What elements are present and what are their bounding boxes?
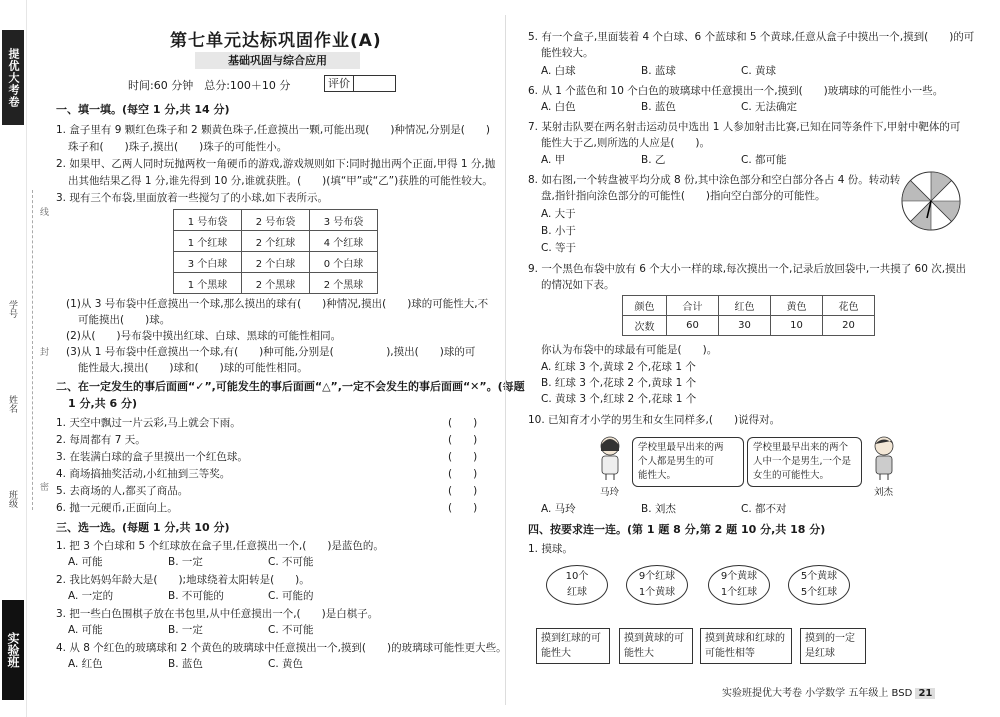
footer <box>722 684 935 699</box>
question-line: 4. 从 8 个红色的玻璃球和 2 个黄色的玻璃球中任意摸出一个,摸到( )的玻璃球可能性更大些。 <box>56 642 507 654</box>
outcome-box[interactable]: 摸到黄球的可 能性大 <box>619 628 693 664</box>
tf-item: 5. 去商场的人,都买了商品。 <box>56 485 189 497</box>
option: C. 等于 <box>541 242 577 254</box>
option: C. 都不对 <box>741 503 787 515</box>
question-line: 2. 如果甲、乙两人同时玩抛两枚一角硬币的游戏,游戏规则如下:同时抛出两个正面,甲得 1 分,抛 <box>56 158 496 170</box>
question-line: 珠子和( )珠子,摸出( )珠子的可能性小。 <box>68 141 288 153</box>
outcome-box[interactable]: 摸到的一定 是红球 <box>800 628 866 664</box>
option: A. 红球 3 个,黄球 2 个,花球 1 个 <box>541 361 696 373</box>
outcome-box[interactable]: 摸到红球的可 能性大 <box>536 628 610 664</box>
table-row: 1 个黑球 2 个黑球 2 个黑球 <box>174 273 378 294</box>
frequency-table <box>622 295 875 336</box>
option: B. 蓝色 <box>168 658 203 670</box>
option: B. 红球 3 个,花球 2 个,黄球 1 个 <box>541 377 697 389</box>
ball-set-option[interactable]: 9个红球 1个黄球 <box>626 565 688 605</box>
answer-paren[interactable]: ( ) <box>448 451 478 463</box>
section-heading: 三、选一选。(每题 1 分,共 10 分) <box>56 521 230 534</box>
option: B. 一定 <box>168 624 203 636</box>
footer-text: 实验班提优大考卷 小学数学 五年级上 BSD <box>722 688 913 699</box>
question-line: 1. 把 3 个白球和 5 个红球放在盒子里,任意摸出一个,( )是蓝色的。 <box>56 540 384 552</box>
question-line: 8. 如右图,一个转盘被平均分成 8 份,其中涂色部分和空白部分各占 4 份。转动转 <box>528 174 901 186</box>
question-line: (2)从( )号布袋中摸出红球、白球、黑球的可能性相同。 <box>66 330 342 342</box>
question-line: 7. 某射击队要在两名射击运动员中选出 1 人参加射击比赛,已知在同等条件下,甲射中靶体的可 <box>528 121 961 133</box>
question-line: 的情况如下表。 <box>541 279 615 291</box>
option: B. 小于 <box>541 225 576 237</box>
question-line: 1. 摸球。 <box>528 543 573 555</box>
cut-mark: 封 <box>40 348 50 358</box>
option: A. 可能 <box>68 556 103 568</box>
answer-paren[interactable]: ( ) <box>448 434 478 446</box>
series-logo: 实验班 <box>2 600 24 700</box>
question-line: 3. 现有三个布袋,里面放着一些搅匀了的小球,如下表所示。 <box>56 192 329 204</box>
name-label: 姓名 <box>7 395 17 413</box>
speech-bubble: 学校里最早出来的两个 人中一个是男生,一个是 女生的可能性大。 <box>747 437 862 487</box>
boy-figure-icon <box>870 435 898 481</box>
outcome-box[interactable]: 摸到黄球和红球的 可能性相等 <box>700 628 792 664</box>
tf-item: 3. 在装满白球的盒子里摸出一个红色球。 <box>56 451 248 463</box>
question-line: 3. 把一些白色围棋子放在书包里,从中任意摸出一个,( )是白棋子。 <box>56 608 379 620</box>
spinner-figure <box>900 170 962 232</box>
option: C. 黄色 <box>268 658 304 670</box>
question-line: 可能摸出( )球。 <box>78 314 171 326</box>
option: A. 白球 <box>541 65 576 77</box>
boy-name: 刘杰 <box>874 487 894 498</box>
cut-mark: 密 <box>40 483 50 493</box>
class-label: 班级 <box>7 490 17 508</box>
option: B. 刘杰 <box>641 503 676 515</box>
speech-bubble: 学校里最早出来的两 个人都是男生的可 能性大。 <box>632 437 744 487</box>
cut-line <box>32 190 33 510</box>
evaluation-box <box>324 75 396 92</box>
question-line: 1. 盒子里有 9 颗红色珠子和 2 颗黄色珠子,任意摸出一颗,可能出现( )种情况,分别是( ) <box>56 124 490 136</box>
option: B. 蓝球 <box>641 65 676 77</box>
page-subtitle: 基础巩固与综合应用 <box>195 52 360 69</box>
option: A. 白色 <box>541 101 576 113</box>
bags-table <box>173 209 378 294</box>
question-line: 6. 从 1 个蓝色和 10 个白色的玻璃球中任意摸出一个,摸到( )玻璃球的可能性小一些。 <box>528 85 944 97</box>
question-line: 你认为布袋中的球最有可能是( )。 <box>541 344 718 356</box>
question-line: 2. 我比妈妈年龄大是( );地球绕着太阳转是( )。 <box>56 574 310 586</box>
cut-mark: 线 <box>40 208 50 218</box>
table-row: 3 个白球 2 个白球 0 个白球 <box>174 252 378 273</box>
brand-label: 提优大考卷 <box>2 30 24 125</box>
answer-paren[interactable]: ( ) <box>448 485 478 497</box>
option: B. 蓝色 <box>641 101 676 113</box>
option: C. 可能的 <box>268 590 314 602</box>
option: A. 马玲 <box>541 503 576 515</box>
tf-item: 6. 抛一元硬币,正面向上。 <box>56 502 178 514</box>
section-heading: 一、填一填。(每空 1 分,共 14 分) <box>56 103 230 116</box>
question-line: 能性最大,摸出( )球和( )球的可能性相同。 <box>78 362 308 374</box>
evaluation-label: 评价 <box>328 76 354 91</box>
column-divider <box>505 15 506 705</box>
table-row: 1 个红球 2 个红球 4 个红球 <box>174 231 378 252</box>
option: B. 不可能的 <box>168 590 224 602</box>
table-row: 颜色 合计 红色 黄色 花色 <box>623 296 875 316</box>
option: B. 乙 <box>641 154 666 166</box>
page-number: 21 <box>915 688 935 699</box>
time-score-info: 时间:60 分钟 总分:100＋10 分 <box>128 79 291 92</box>
student-id-label: 学号 <box>7 300 17 318</box>
question-line: 能性较大。 <box>541 47 594 59</box>
girl-figure-icon <box>596 435 624 481</box>
question-line: 5. 有一个盒子,里面装着 4 个白球、6 个蓝球和 5 个黄球,任意从盒子中摸出一个,摸到( )的可 <box>528 31 975 43</box>
question-line: (1)从 3 号布袋中任意摸出一个球,那么摸出的球有( )种情况,摸出( )球的可能性大,不 <box>66 298 489 310</box>
answer-paren[interactable]: ( ) <box>448 468 478 480</box>
binding-sidebar <box>0 0 27 717</box>
section-heading: 四、按要求连一连。(第 1 题 8 分,第 2 题 10 分,共 18 分) <box>528 523 826 536</box>
option: C. 黄球 3 个,红球 2 个,花球 1 个 <box>541 393 697 405</box>
section-heading: 二、在一定发生的事后面画“✓”,可能发生的事后面画“△”,一定不会发生的事后面画“✕”。(每题 <box>56 380 525 393</box>
table-row: 次数 60 30 10 20 <box>623 316 875 336</box>
section-heading: 1 分,共 6 分) <box>68 397 138 410</box>
option: A. 甲 <box>541 154 566 166</box>
option: A. 大于 <box>541 208 576 220</box>
tf-item: 4. 商场搞抽奖活动,小红抽到三等奖。 <box>56 468 231 480</box>
question-line: 盘,指针指向涂色部分的可能性( )指向空白部分的可能性。 <box>541 190 826 202</box>
page-title: 第七单元达标巩固作业(A) <box>170 31 382 51</box>
option: B. 一定 <box>168 556 203 568</box>
option: C. 不可能 <box>268 624 314 636</box>
tf-item: 2. 每周都有 7 天。 <box>56 434 146 446</box>
question-line: 出其他结果乙得 1 分,谁先得到 10 分,谁就获胜。( )(填“甲”或“乙”)获胜的可能性较大。 <box>68 175 493 187</box>
option: A. 一定的 <box>68 590 114 602</box>
ball-set-option[interactable]: 10个 红球 <box>546 565 608 605</box>
tf-item: 1. 天空中飘过一片云彩,马上就会下雨。 <box>56 417 241 429</box>
option: C. 不可能 <box>268 556 314 568</box>
girl-name: 马玲 <box>600 487 620 498</box>
option: C. 黄球 <box>741 65 777 77</box>
ball-set-option[interactable]: 5个黄球 5个红球 <box>788 565 850 605</box>
table-row: 1 号布袋 2 号布袋 3 号布袋 <box>174 210 378 231</box>
question-line: 10. 已知育才小学的男生和女生同样多,( )说得对。 <box>528 414 781 426</box>
answer-paren[interactable]: ( ) <box>448 502 478 514</box>
option: A. 可能 <box>68 624 103 636</box>
option: C. 都可能 <box>741 154 787 166</box>
question-line: 9. 一个黑色布袋中放有 6 个大小一样的球,每次摸出一个,记录后放回袋中,一共摸了 60 次,摸出 <box>528 263 967 275</box>
question-line: (3)从 1 号布袋中任意摸出一个球,有( )种可能,分别是( ),摸出( )球的可 <box>66 346 476 358</box>
ball-set-option[interactable]: 9个黄球 1个红球 <box>708 565 770 605</box>
question-line: 能性大于乙,则所选的人应是( )。 <box>541 137 711 149</box>
answer-paren[interactable]: ( ) <box>448 417 478 429</box>
option: C. 无法确定 <box>741 101 798 113</box>
option: A. 红色 <box>68 658 103 670</box>
